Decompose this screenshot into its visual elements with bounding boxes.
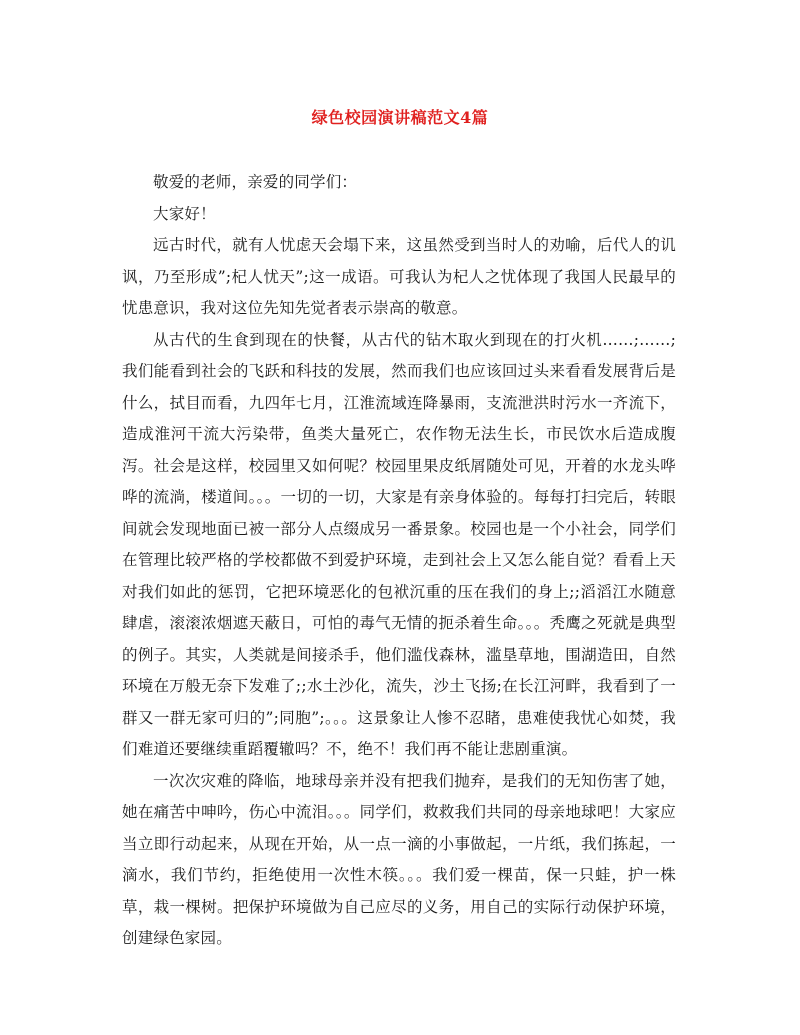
salutation: 敬爱的老师，亲爱的同学们： [153, 173, 358, 191]
paragraph-2: 从古代的生食到现在的快餐，从古代的钻木取火到现在的打火机……;……;我们能看到社会的飞跃和科技的发展，然而我们也应该回过头来看看发展背后是什么，拭目而看，九四年七月，江淮流域连降暴雨，支流泄洪时污水一齐流下，造成淮河干流大污染带，鱼类大量死亡，农作物无法生长，市民饮水后造成腹泻。社会是这样，校园里又如何呢？校园里果皮纸屑随处可见，开着的水龙头哗哗的流淌，楼道间。。。一切的一切，大家是有亲身体验的。每每打扫完后，转眼间就会发现地面已被一部分人点缀成另一番景象。校园也是一个小社会，同学们在管理比较严格的学校都做不到爱护环境，走到社会上又怎么能自觉？看看上天对我们如此的惩罚，它把环境恶化的包袱沉重的压在我们的身上;;滔滔江水随意肆虐，滚滚浓烟遮天蔽日，可怕的毒气无情的扼杀着生命。。。秃鹰之死就是典型的例子。其实，人类就是间接杀手，他们滥伐森林，滥垦草地，围湖造田，自然环境在万般无奈下发难了;;水土沙化，流失，沙土飞扬;在长江河畔，我看到了一群又一群无家可归的”;同胞”;。。。这景象让人惨不忍睹，患难使我忧心如焚，我们难道还要继续重蹈覆辙吗？不，绝不！我们再不能让悲剧重演。 [122, 330, 676, 758]
document-title: 绿色校园演讲稿范文4篇 [311, 108, 489, 127]
paragraph-3: 一次次灾难的降临，地球母亲并没有把我们抛弃，是我们的无知伤害了她，她在痛苦中呻吟，伤心中流泪。。。同学们，救救我们共同的母亲地球吧！大家应当立即行动起来，从现在开始，从一点一滴的小事做起，一片纸，我们拣起，一滴水，我们节约，拒绝使用一次性木筷。。。我们爱一棵苗，保一只蛙，护一株草，栽一棵树。把保护环境做为自己应尽的义务，用自己的实际行动保护环境，创建绿色家园。 [122, 771, 676, 947]
document-body [122, 167, 676, 955]
paragraph-1: 远古时代，就有人忧虑天会塌下来，这虽然受到当时人的劝喻，后代人的讥讽，乃至形成”;杞人忧天”;这一成语。可我认为杞人之忧体现了我国人民最早的忧患意识，我对这位先知先觉者表示崇高的敬意。 [122, 236, 676, 317]
greeting: 大家好！ [153, 204, 216, 223]
